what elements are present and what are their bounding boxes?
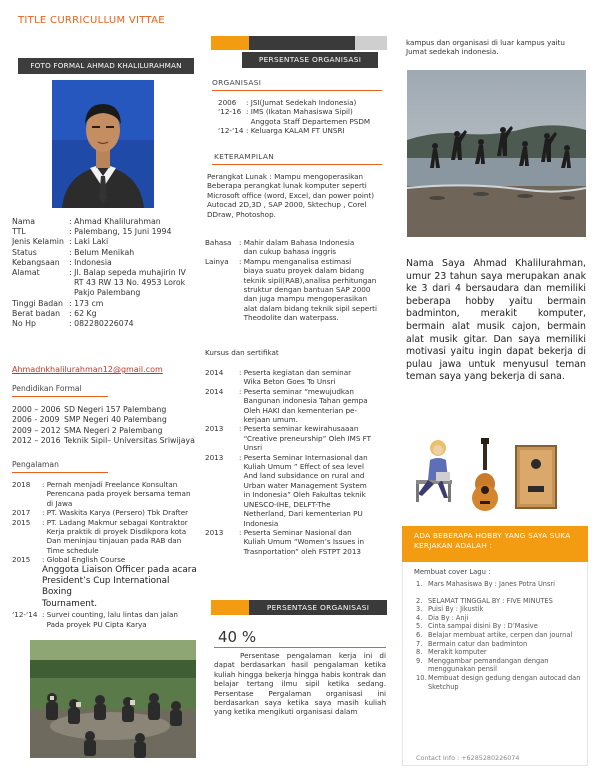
hobby-text: Puisi By : Jikustik: [428, 605, 484, 614]
experience-year: [12, 527, 42, 536]
courses-list: [205, 368, 395, 556]
course-desc: : Peserta seminar “mewujudkan: [239, 386, 354, 396]
hobby-number: 10.: [416, 673, 427, 682]
hobby-number: 5.: [416, 622, 423, 631]
course-year: [205, 537, 239, 546]
course-year: [205, 415, 239, 424]
skill-row: [205, 276, 390, 285]
experience-desc: : Pernah menjadi Freelance Konsultan: [42, 480, 178, 489]
hobby-item: [416, 622, 584, 631]
experience-desc: Dan meninjau tinjauan pada RAB dan: [42, 536, 182, 546]
course-row: [205, 453, 395, 462]
skill-row: [205, 285, 390, 294]
course-desc: Kuliah Umum “Women’s Issues in: [239, 537, 365, 547]
skills-line: Perangkat Lunak : Mampu mengoperasikan: [207, 172, 364, 181]
experience-year: 2017: [12, 508, 31, 518]
skill-desc: biaya suatu proyek dalam bidang: [239, 266, 365, 276]
experience-year: 2015: [12, 517, 31, 527]
experience-highlight: [12, 565, 202, 611]
education-list: [12, 405, 202, 447]
experience-year: 2018: [12, 480, 31, 489]
bio-value: : Indonesia: [69, 257, 112, 267]
hobby-text: Membuat design gedung dengan autocad dan Sketchup: [428, 673, 581, 691]
skill-desc: Theodolite dan waterpass.: [239, 313, 339, 323]
bio-key: Jenis Kelamin: [12, 237, 64, 247]
course-desc: in Indonesia” Oleh Fakultas teknik: [239, 490, 366, 500]
skill-row: [205, 257, 390, 266]
experience-row: [12, 508, 202, 517]
organization-list: [218, 98, 388, 136]
experience-desc: : Global English Course: [42, 555, 126, 565]
experience-desc: Time schedule: [42, 545, 99, 555]
experience-desc: Pada proyek PU Cipta Karya: [42, 619, 147, 629]
skill-desc: struktur dengan bantuan SAP 2000: [239, 285, 371, 295]
organization-year: ‘12-‘14: [218, 126, 244, 136]
organization-row: [218, 107, 388, 116]
organization-year: [218, 117, 246, 126]
profile-photo: [52, 80, 154, 208]
course-row: [205, 368, 395, 377]
organization-row: [218, 98, 388, 107]
organization-row: [218, 126, 388, 135]
education-school: SD Negeri 157 Palembang: [64, 405, 167, 414]
course-year: [205, 377, 239, 386]
photo-label-bar: FOTO FORMAL AHMAD KHALILURAHMAN: [18, 58, 194, 74]
bio-key: Status: [12, 247, 37, 257]
course-year: [205, 490, 239, 499]
course-year: 2014: [205, 368, 224, 377]
course-desc: : Peserta Seminar Nasional dan: [239, 527, 352, 537]
hobby-text: Dia By : Anji: [428, 613, 469, 622]
org-percentage-bar: PERSENTASE ORGANISASI: [242, 52, 378, 68]
course-desc: UNESCO-IHE, DELFT-The: [239, 499, 331, 509]
hobby-number: 4.: [416, 613, 423, 622]
course-row: [205, 471, 395, 480]
hobby-heading: ADA BEBERAPA HOBBY YANG SAYA SUKA KERJAKAN ADALAH :: [402, 526, 588, 562]
hobby-intro: Membuat cover Lagu :: [414, 568, 491, 576]
hobby-item: [416, 631, 584, 640]
hobby-list: [416, 580, 584, 691]
experience-desc: : PT. Waskita Karya (Persero) Tbk Drafter: [42, 508, 189, 518]
course-row: [205, 528, 395, 537]
bar-accent-orange: [211, 600, 249, 615]
hobby-number: 7.: [416, 639, 423, 648]
bio-key: TTL: [12, 227, 26, 237]
hobby-text: Bermain catur dan badminton: [428, 639, 528, 648]
cajon-icon: [514, 444, 558, 510]
courses-heading: Kursus dan sertifikat: [205, 348, 279, 357]
course-year: [205, 443, 239, 452]
hobby-number: 8.: [416, 648, 423, 657]
experience-year: 2015: [12, 555, 31, 565]
skill-key: [205, 294, 239, 303]
bio-value: : 173 cm: [69, 298, 104, 308]
experience-row: [12, 610, 202, 619]
course-year: [205, 406, 239, 415]
course-desc: Unsri: [239, 443, 263, 453]
hobby-item: [416, 580, 584, 589]
experience-desc: Perencana pada proyek bersama teman: [42, 489, 191, 499]
percentage-value: 40 %: [218, 628, 257, 646]
education-heading: Pendidikan Formal: [12, 384, 82, 393]
education-row: [12, 436, 202, 446]
course-desc: : Peserta seminar kewirahusaaan: [239, 424, 359, 434]
skills-other-list: [205, 238, 390, 323]
experience-row: [12, 518, 202, 527]
course-row: [205, 377, 395, 386]
experience-row: [12, 555, 202, 564]
skill-desc: alat dalam bidang teknik sipil seperti: [239, 303, 377, 313]
bio-value: : Laki Laki: [69, 237, 109, 247]
org-bar-top-accent: [211, 36, 387, 50]
hobby-item: [416, 589, 584, 597]
bio-details: [12, 217, 186, 329]
course-row: [205, 481, 395, 490]
course-year: [205, 509, 239, 518]
education-year: 2009 – 2012: [12, 425, 61, 435]
bio-key: Kebangsaan: [12, 257, 60, 267]
hobby-text: Menggambar pemandangan dengan menggunakan pensil: [428, 656, 549, 674]
bio-key: Tinggi Badan: [12, 298, 63, 308]
course-year: [205, 462, 239, 471]
organization-year: ‘12-16: [218, 107, 242, 117]
skills-divider: [212, 164, 382, 165]
education-school: Teknik Sipil– Universitas Sriwijaya: [64, 436, 195, 446]
hobby-item: [416, 657, 584, 674]
organization-desc: : JSI(Jumat Sedekah Indonesia): [246, 98, 357, 107]
bio-value: Pakjo Palembang: [69, 288, 141, 298]
education-year: 2006 - 2009: [12, 415, 60, 425]
hobby-item: [416, 648, 584, 657]
bio-value: : 62 Kg: [69, 308, 97, 318]
education-row: [12, 415, 202, 425]
skills-heading: KETERAMPILAN: [214, 152, 275, 161]
course-row: [205, 443, 395, 452]
hobby-number: [416, 589, 428, 597]
organization-year: 2006: [218, 98, 237, 107]
experience-year: [12, 499, 42, 508]
experience-highlight-line: Anggota Liaison Officer pada acara: [42, 564, 197, 575]
beach-group-photo: [407, 70, 586, 237]
bio-key: Berat badan: [12, 308, 61, 318]
organization-row: [218, 117, 388, 126]
course-year: 2013: [205, 527, 224, 537]
experience-highlight-line: Tournament.: [42, 598, 98, 609]
education-school: SMA Negeri 2 Palembang: [64, 425, 163, 435]
experience-row: [12, 527, 202, 536]
hobby-item: [416, 674, 584, 691]
organization-heading: ORGANISASI: [212, 78, 262, 87]
bio-key: [12, 288, 69, 298]
experience-highlight-line: President’s Cup International Boxing: [42, 576, 170, 598]
course-desc: “Creative preneurship” Oleh IMS FT: [239, 433, 372, 443]
course-year: 2014: [205, 386, 224, 396]
org-bar-bottom: [211, 600, 387, 615]
skill-key: [205, 313, 239, 322]
hobby-text: Mars Mahasiswa By : Janes Potra Unsri: [428, 580, 555, 588]
course-desc: Kuliah Umum ” Effect of sea level: [239, 462, 364, 472]
course-desc: Wika Beton Goes To Unsri: [239, 377, 336, 387]
skill-row: [205, 266, 390, 275]
bio-key: Alamat: [12, 268, 40, 278]
hobby-item: [416, 597, 584, 606]
experience-desc: : Survei counting, lalu lintas dan jalan: [42, 610, 178, 620]
hobby-number: 6.: [416, 630, 423, 639]
course-row: [205, 500, 395, 509]
experience-year: [12, 620, 42, 629]
course-row: [205, 406, 395, 415]
course-row: [205, 462, 395, 471]
bar-accent-grey: [355, 36, 387, 50]
skill-row: [205, 294, 390, 303]
bio-value: : Ahmad Khalilurahman: [69, 217, 161, 226]
experience-year: [12, 536, 42, 545]
course-desc: Oleh HAKI dan kementerian pe-: [239, 405, 358, 415]
skills-line: Microsoft office (word, Excel, dan power point): [207, 190, 375, 200]
course-desc: And land subsidance on rural and: [239, 471, 365, 481]
skills-line: DDraw, Photoshop.: [207, 209, 276, 219]
experience-row: [12, 536, 202, 545]
course-year: [205, 471, 239, 480]
org-percentage-bar-bottom: PERSENTASE ORGANISASI: [249, 600, 387, 615]
experience-year: ‘12-‘14: [12, 610, 38, 620]
bio-key: Nama: [12, 217, 35, 226]
skill-desc: dan juga mampu mengoperasikan: [239, 294, 368, 304]
skill-desc: : Mahir dalam Bahasa Indonesia: [239, 238, 355, 247]
bio-value: : Jl. Balap sepeda muhajirin IV: [69, 268, 186, 278]
education-school: SMP Negeri 40 Palembang: [64, 415, 167, 425]
hobby-item: [416, 640, 584, 649]
skills-line: Autocad 2D,3D , SAP 2000, Sktechup , Corel: [207, 200, 367, 210]
skill-row: [205, 313, 390, 322]
guitar-icon: [470, 438, 500, 512]
experience-row: [12, 546, 202, 555]
bio-value: : 082280226074: [69, 319, 134, 329]
experience-row: [12, 499, 202, 508]
skill-desc: dan cukup bahasa inggris: [239, 247, 336, 257]
skill-row: [205, 304, 390, 313]
course-row: [205, 537, 395, 546]
experience-row: [12, 480, 202, 489]
course-desc: Bangunan indonesia Tahan gempa: [239, 396, 368, 406]
bio-value: : Belum Menikah: [69, 247, 135, 257]
course-row: [205, 415, 395, 424]
skill-key: Bahasa: [205, 238, 232, 247]
percentage-divider: [214, 647, 386, 648]
course-desc: : Peserta Seminar Internasional dan: [239, 452, 368, 462]
hobby-number: 1.: [416, 580, 423, 588]
skill-key: [205, 266, 239, 275]
course-year: [205, 396, 239, 405]
experience-desc: di Jawa: [42, 498, 73, 508]
course-row: [205, 387, 395, 396]
skill-row: [205, 247, 390, 256]
organization-divider: [212, 90, 382, 91]
experience-desc: Kerja praktik di proyek Disdikpora kota: [42, 527, 187, 537]
education-divider: [12, 396, 108, 397]
course-year: 2013: [205, 424, 224, 434]
continued-text: kampus dan organisasi di luar kampus yaitu Jumat sedekah indonesia.: [406, 38, 565, 57]
skill-desc: : Mampu menganalisa estimasi: [239, 256, 352, 266]
skill-key: Lainya: [205, 256, 229, 266]
experience-divider: [12, 472, 108, 473]
bar-accent-orange: [211, 36, 249, 50]
experience-year: [12, 546, 42, 555]
document-title: TITLE CURRICULLUM VITTAE: [18, 15, 165, 26]
experience-year: [12, 489, 42, 498]
email-link[interactable]: Ahmadnkhalilurahman12@gmail.com: [12, 365, 163, 374]
hobby-number: 9.: [416, 656, 423, 665]
skills-line: Beberapa perangkat lunak komputer seperti: [207, 181, 367, 191]
course-row: [205, 547, 395, 556]
course-row: [205, 396, 395, 405]
personal-summary: Nama Saya Ahmad Khalilurahman, umur 23 tahun saya merupakan anak ke 3 dari 4 bersaudara dan memiliki beberapa hobby yaitu bermain badminton, merakit komputer, bermain alat musik cajon, bermain alat musik gitar. Dan saya memiliki motivasi yaitu ingin dapat bekerja di pulau jawa untuk menyusul teman teman saya yang bekerja di sana.: [406, 258, 586, 383]
skill-key: [205, 276, 239, 285]
skill-key: [205, 304, 239, 313]
course-desc: Indonesia: [239, 518, 279, 528]
course-row: [205, 519, 395, 528]
contact-info: Contact Info : +6285280226074: [416, 754, 520, 762]
course-desc: Netherland, Dari kementerian PU: [239, 509, 363, 519]
experience-heading: Pengalaman: [12, 460, 59, 469]
hobby-item: [416, 605, 584, 614]
bar-accent-dark: [249, 36, 355, 50]
group-meeting-photo: [30, 640, 196, 758]
course-year: [205, 481, 239, 490]
percentage-paragraph: Persentase pengalaman kerja ini di dapat berdasarkan hasil pengalaman ketika kuliah hingga bekerja hingga habis kontrak dan belajar tertang ilmu sipil ketika sedang. Persentase Pergalaman organisasi ini berdasarkan saya ketika saya masih kuliah yang ketika mengikuti organisasi dalam: [214, 651, 386, 717]
course-desc: Trasnportation” oleh FSTPT 2013: [239, 546, 361, 556]
experience-list: [12, 480, 202, 629]
education-row: [12, 405, 202, 415]
hobby-text: Cinta sampai disini By : D’Masive: [428, 622, 538, 631]
course-row: [205, 424, 395, 433]
education-row: [12, 426, 202, 436]
hobby-text: Belajar membuat artike, cerpen dan journal: [428, 630, 573, 639]
hobby-number: 2.: [416, 596, 423, 605]
education-year: 2000 – 2006: [12, 405, 61, 414]
organization-desc: Anggota Staff Departemen PSDM: [246, 116, 371, 126]
course-year: [205, 547, 239, 556]
hobby-number: 3.: [416, 605, 423, 614]
course-year: [205, 500, 239, 509]
bio-value: RT 43 RW 13 No. 4953 Lorok: [69, 278, 186, 288]
course-row: [205, 509, 395, 518]
experience-row: [12, 620, 202, 629]
bio-key: No Hp: [12, 319, 36, 329]
skills-software: [207, 172, 392, 219]
course-row: [205, 434, 395, 443]
hobby-text: Merakit komputer: [428, 648, 487, 657]
course-desc: Urban water Management System: [239, 480, 367, 490]
hobby-item: [416, 614, 584, 623]
course-year: [205, 434, 239, 443]
skill-key: [205, 285, 239, 294]
skill-row: [205, 238, 390, 247]
skill-desc: teknik sipil(RAB),analisa perhitungan: [239, 275, 377, 285]
person-sitting-icon: [408, 436, 460, 506]
course-desc: : Peserta kegiatan dan seminar: [239, 368, 352, 377]
experience-desc: : PT. Ladang Makmur sebagai Kontraktor: [42, 517, 188, 527]
course-year: 2013: [205, 452, 224, 462]
course-year: [205, 519, 239, 528]
organization-desc: : Keluarga KALAM FT UNSRI: [246, 126, 345, 136]
organization-desc: : IMS (Ikatan Mahasiswa Sipil): [246, 107, 353, 117]
bio-value: : Palembang, 15 Juni 1994: [69, 227, 172, 237]
skill-key: [205, 247, 239, 256]
bio-key: [12, 278, 69, 288]
experience-row: [12, 489, 202, 498]
course-row: [205, 490, 395, 499]
course-desc: kerjaan umum.: [239, 415, 298, 425]
hobby-text: SELAMAT TINGGAL BY : FIVE MINUTES: [428, 596, 553, 605]
education-year: 2012 – 2016: [12, 436, 61, 446]
